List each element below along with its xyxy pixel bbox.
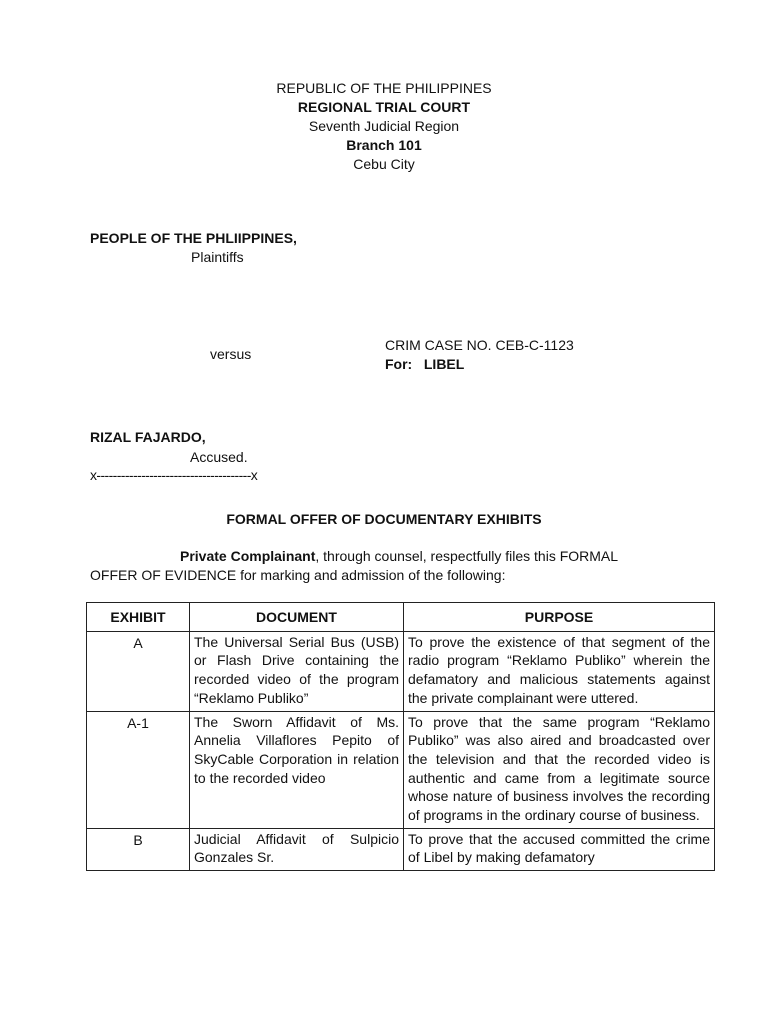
- purpose-cell: [404, 828, 715, 870]
- table-header-row: [87, 603, 715, 632]
- accused-name: RIZAL FAJARDO,: [90, 429, 206, 445]
- plaintiff-name: PEOPLE OF THE PHLIIPPINES,: [90, 230, 297, 246]
- caption-separator: x--------------------------------------x: [90, 467, 258, 483]
- document-title: FORMAL OFFER OF DOCUMENTARY EXHIBITS: [226, 511, 542, 527]
- document-cell: Judicial Affidavit of Sulpicio Gonzales Sr.: [190, 828, 404, 870]
- purpose-cell: To prove that the same program “Reklamo Publiko” was also aired and broadcasted over the television and that the recorded video is authentic and came from a legitimate source whose nature of business involves the recording of programs in the ordinary course of business.: [404, 711, 715, 828]
- header-purpose: PURPOSE: [404, 603, 715, 632]
- versus-label: versus: [210, 346, 252, 362]
- intro-lead: Private Complainant: [180, 548, 316, 564]
- exhibit-cell: A-1: [87, 711, 190, 828]
- accused-role: Accused.: [190, 449, 248, 465]
- case-number: CRIM CASE NO. CEB-C-1123: [385, 337, 574, 353]
- header-branch: Branch 101: [346, 137, 422, 153]
- intro-line-1: [90, 547, 690, 566]
- header-document: DOCUMENT: [190, 603, 404, 632]
- exhibit-cell: B: [87, 828, 190, 870]
- intro-line-1-rest: , through counsel, respectfully files this FORMAL: [315, 548, 619, 564]
- document-cell: The Sworn Affidavit of Ms. Annelia Villaflores Pepito of SkyCable Corporation in relation to the recorded video: [190, 711, 404, 828]
- header-region: Seventh Judicial Region: [308, 118, 460, 134]
- header-republic: REPUBLIC OF THE PHILIPPINES: [276, 80, 492, 96]
- header-city: Cebu City: [353, 156, 415, 172]
- table-row: [87, 631, 715, 711]
- document-cell: The Universal Serial Bus (USB) or Flash Drive containing the recorded video of the program “Reklamo Publiko”: [190, 631, 404, 711]
- table-row: [87, 711, 715, 828]
- purpose-cell: To prove the existence of that segment of the radio program “Reklamo Publiko” wherein the defamatory and malicious statements against the private complainant were uttered.: [404, 631, 715, 711]
- plaintiff-role: Plaintiffs: [191, 249, 244, 265]
- intro-line-2: OFFER OF EVIDENCE for marking and admission of the following:: [90, 567, 506, 583]
- purpose-text: To prove that the accused committed the crime of Libel by making defamatory: [408, 830, 710, 866]
- exhibit-cell: A: [87, 631, 190, 711]
- header-exhibit: EXHIBIT: [87, 603, 190, 632]
- court-header: [0, 79, 768, 174]
- intro-paragraph: [90, 547, 690, 585]
- exhibits-table: [86, 602, 715, 871]
- header-court: REGIONAL TRIAL COURT: [297, 99, 471, 115]
- case-offense: For: LIBEL: [385, 356, 465, 372]
- table-row: [87, 828, 715, 870]
